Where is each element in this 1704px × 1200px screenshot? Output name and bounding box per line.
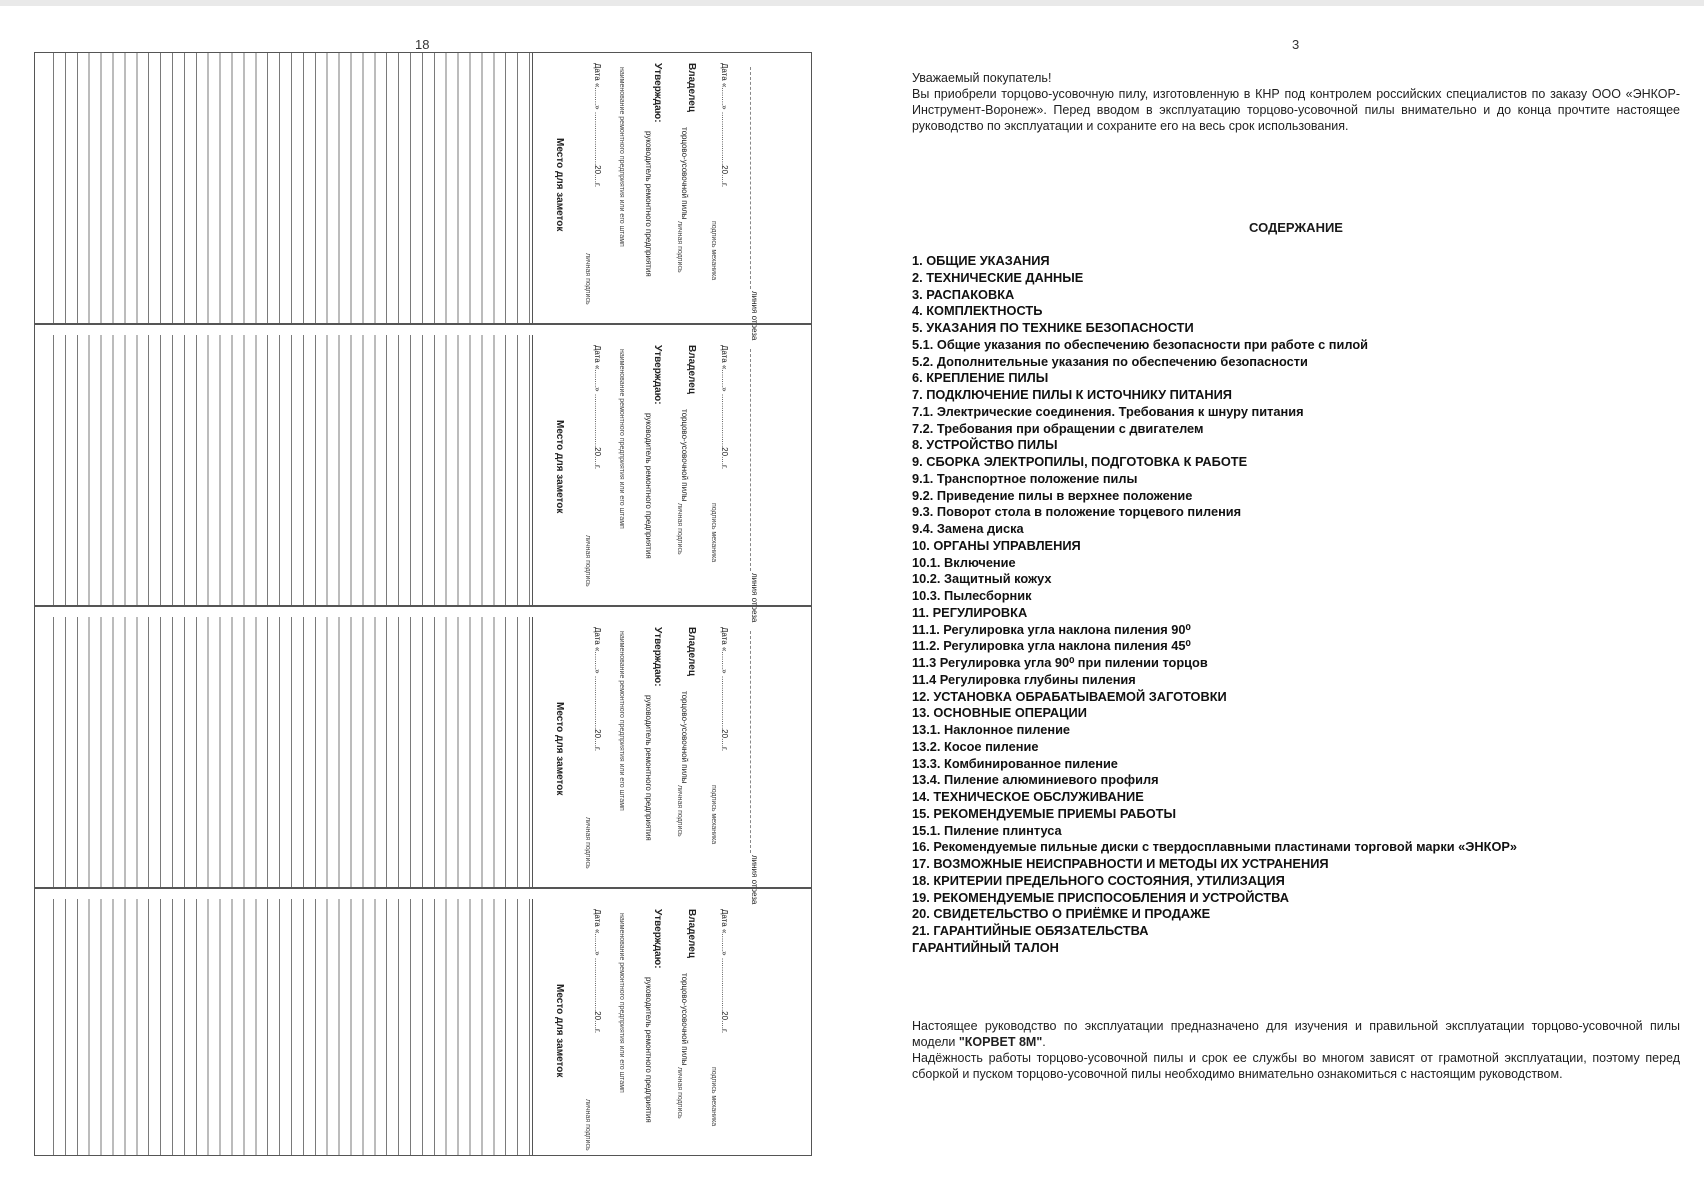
owner-text: торцово-усовочной пилы [680, 409, 689, 502]
toc-item[interactable]: 9. СБОРКА ЭЛЕКТРОПИЛЫ, ПОДГОТОВКА К РАБОТЕ [912, 454, 1248, 469]
owner-text: торцово-усовочной пилы [680, 973, 689, 1066]
toc-item[interactable]: 13. ОСНОВНЫЕ ОПЕРАЦИИ [912, 705, 1087, 721]
toc-item[interactable]: 10.3. Пылесборник [912, 588, 1032, 603]
purpose-text: Настоящее руководство по эксплуатации предназначено для изучения и правильной эксплуатации торцово-усовочной пилы модели [912, 1019, 1680, 1049]
approved-label: Утверждаю: [652, 627, 663, 687]
mechanic-signature-caption: подпись механика [710, 221, 717, 281]
approved-text: руководитель ремонтного предприятия [644, 413, 653, 559]
toc-item[interactable]: 13.4. Пиление алюминиевого профиля [912, 772, 1159, 788]
warranty-coupon-3 [35, 617, 811, 905]
mechanic-signature-caption: подпись механика [710, 785, 717, 845]
model-name: "КОРВЕТ 8М" [958, 1035, 1043, 1049]
toc-item[interactable]: 2. ТЕХНИЧЕСКИЕ ДАННЫЕ [912, 269, 1084, 285]
page-number-right: 3 [1292, 37, 1300, 52]
notes-label: Место для заметок [554, 702, 565, 796]
notes-lines [53, 899, 533, 1155]
viewer-top-strip [0, 0, 1704, 6]
purpose-end: . [1042, 1035, 1046, 1049]
enterprise-caption: наименование ремонтного предприятия или его штамп [618, 67, 625, 247]
toc-item[interactable]: 10. ОРГАНЫ УПРАВЛЕНИЯ [912, 537, 1081, 553]
toc-item[interactable]: 12. УСТАНОВКА ОБРАБАТЫВАЕМОЙ ЗАГОТОВКИ [912, 688, 1227, 704]
owner-label: Владелец [686, 63, 697, 112]
toc-item[interactable]: 16. Рекомендуемые пильные диски с твердосплавными пластинами торговой марки «ЭНКОР» [912, 839, 1518, 855]
toc-item[interactable]: 21. ГАРАНТИЙНЫЕ ОБЯЗАТЕЛЬСТВА [912, 923, 1149, 938]
toc-item[interactable]: 5.2. Дополнительные указания по обеспечению безопасности [912, 353, 1308, 369]
owner-text: торцово-усовочной пилы [680, 691, 689, 784]
toc-item[interactable]: 15. РЕКОМЕНДУЕМЫЕ ПРИЕМЫ РАБОТЫ [912, 805, 1177, 821]
owner-label: Владелец [686, 909, 697, 958]
date-line-2: Дата «........» ........................20....г. [593, 345, 602, 470]
toc-item[interactable]: 9.4. Замена диска [912, 521, 1024, 536]
cut-line-label: линия отреза [750, 573, 759, 623]
right-page [912, 70, 1680, 1081]
toc-item[interactable]: 7.1. Электрические соединения. Требования к шнуру питания [912, 403, 1304, 419]
toc-title: СОДЕРЖАНИЕ [1249, 220, 1343, 235]
toc-item[interactable]: 14. ТЕХНИЧЕСКОЕ ОБСЛУЖИВАНИЕ [912, 789, 1144, 804]
date-line: Дата «........» ........................20....г. [720, 909, 729, 1034]
toc-item[interactable]: 10.2. Защитный кожух [912, 571, 1052, 587]
notes-area [35, 617, 533, 887]
notes-label: Место для заметок [554, 420, 565, 514]
date-line: Дата «........» ........................20....г. [720, 63, 729, 188]
coupon-separator [35, 324, 811, 325]
notes-lines [53, 335, 533, 605]
toc-item[interactable]: 11.1. Регулировка угла наклона пиления 90⁰ [912, 621, 1191, 637]
warranty-coupon-4 [35, 899, 811, 1155]
personal-signature-caption-2: личная подпись [584, 817, 591, 869]
toc-item[interactable]: 9.1. Транспортное положение пилы [912, 470, 1138, 486]
toc-item[interactable]: 7.2. Требования при обращении с двигателем [912, 420, 1204, 436]
personal-signature-caption: личная подпись [676, 503, 683, 555]
toc-item[interactable]: 10.1. Включение [912, 554, 1016, 570]
toc-item[interactable]: 6. КРЕПЛЕНИЕ ПИЛЫ [912, 370, 1049, 386]
enterprise-caption: наименование ремонтного предприятия или его штамп [618, 631, 625, 811]
date-line-2: Дата «........» ........................20....г. [593, 909, 602, 1034]
date-line: Дата «........» ........................20....г. [720, 345, 729, 470]
intro-paragraph: Вы приобрели торцово-усовочную пилу, изготовленную в КНР под контролем российских специалистов по заказу ООО «ЭНКОР-Инструмент-Воронеж». Перед вводом в эксплуатацию торцово-усовочной пилы внимательно и до конца прочтите настоящее руководство по эксплуатации и сохраните его на весь срок использования. [912, 87, 1680, 133]
toc-item[interactable]: 13.2. Косое пиление [912, 738, 1039, 754]
greeting: Уважаемый покупатель! [912, 71, 1052, 85]
approved-label: Утверждаю: [652, 345, 663, 405]
owner-label: Владелец [686, 627, 697, 676]
toc-item[interactable]: 7. ПОДКЛЮЧЕНИЕ ПИЛЫ К ИСТОЧНИКУ ПИТАНИЯ [912, 387, 1232, 402]
toc-item[interactable]: 3. РАСПАКОВКА [912, 286, 1015, 302]
cut-line [750, 67, 751, 289]
notes-label: Место для заметок [554, 984, 565, 1078]
coupon-separator [35, 606, 811, 607]
left-page [34, 52, 812, 1156]
toc-item[interactable]: 17. ВОЗМОЖНЫЕ НЕИСПРАВНОСТИ И МЕТОДЫ ИХ УСТРАНЕНИЯ [912, 856, 1329, 871]
notes-area [35, 335, 533, 605]
table-of-contents [912, 253, 1680, 957]
date-line-2: Дата «........» ........................20....г. [593, 63, 602, 188]
personal-signature-caption-2: личная подпись [584, 253, 591, 305]
personal-signature-caption: личная подпись [676, 221, 683, 273]
approved-text: руководитель ремонтного предприятия [644, 131, 653, 277]
toc-item[interactable]: 20. СВИДЕТЕЛЬСТВО О ПРИЁМКЕ И ПРОДАЖЕ [912, 906, 1211, 922]
warranty-coupon-1 [35, 53, 811, 341]
toc-item[interactable]: 5.1. Общие указания по обеспечению безопасности при работе с пилой [912, 336, 1369, 352]
toc-item[interactable]: 11. РЕГУЛИРОВКА [912, 604, 1028, 620]
notes-lines [53, 617, 533, 887]
personal-signature-caption: личная подпись [676, 785, 683, 837]
notes-area [35, 53, 533, 323]
date-line-2: Дата «........» ........................20....г. [593, 627, 602, 752]
toc-item[interactable]: ГАРАНТИЙНЫЙ ТАЛОН [912, 939, 1059, 955]
toc-item[interactable]: 18. КРИТЕРИИ ПРЕДЕЛЬНОГО СОСТОЯНИЯ, УТИЛИЗАЦИЯ [912, 872, 1285, 888]
toc-item[interactable]: 11.3 Регулировка угла 90⁰ при пилении торцов [912, 655, 1208, 670]
reliability-paragraph: Надёжность работы торцово-усовочной пилы и срок ее службы во многом зависят от грамотной эксплуатации, поэтому перед сборкой и пуском торцово-усовочной пилы необходимо внимательно ознакомиться с настоящим руководством. [912, 1051, 1680, 1081]
enterprise-caption: наименование ремонтного предприятия или его штамп [618, 913, 625, 1093]
toc-item[interactable]: 19. РЕКОМЕНДУЕМЫЕ ПРИСПОСОБЛЕНИЯ И УСТРОЙСТВА [912, 889, 1290, 905]
cut-line-label: линия отреза [750, 855, 759, 905]
toc-item[interactable]: 13.3. Комбинированное пиление [912, 755, 1118, 771]
date-line: Дата «........» ........................20....г. [720, 627, 729, 752]
purpose-paragraph [912, 1018, 1680, 1050]
approved-label: Утверждаю: [652, 909, 663, 969]
approved-text: руководитель ремонтного предприятия [644, 977, 653, 1123]
mechanic-signature-caption: подпись механика [710, 1067, 717, 1127]
toc-item[interactable]: 9.2. Приведение пилы в верхнее положение [912, 487, 1193, 503]
notes-label: Место для заметок [554, 138, 565, 232]
coupon-separator [35, 888, 811, 889]
toc-item[interactable]: 15.1. Пиление плинтуса [912, 822, 1062, 838]
notes-lines [53, 53, 533, 323]
toc-item[interactable]: 11.4 Регулировка глубины пиления [912, 671, 1136, 687]
warranty-coupon-2 [35, 335, 811, 623]
cut-line-label: линия отреза [750, 291, 759, 341]
toc-item[interactable]: 1. ОБЩИЕ УКАЗАНИЯ [912, 253, 1050, 268]
personal-signature-caption-2: личная подпись [584, 535, 591, 587]
page-number-left: 18 [415, 37, 430, 52]
closing-block [912, 1018, 1680, 1082]
owner-label: Владелец [686, 345, 697, 394]
approved-text: руководитель ремонтного предприятия [644, 695, 653, 841]
owner-text: торцово-усовочной пилы [680, 127, 689, 220]
toc-item[interactable]: 5. УКАЗАНИЯ ПО ТЕХНИКЕ БЕЗОПАСНОСТИ [912, 320, 1194, 335]
mechanic-signature-caption: подпись механика [710, 503, 717, 563]
cut-line [750, 349, 751, 571]
notes-area [35, 899, 533, 1155]
toc-item[interactable]: 11.2. Регулировка угла наклона пиления 45⁰ [912, 638, 1191, 654]
toc-item[interactable]: 13.1. Наклонное пиление [912, 722, 1071, 737]
personal-signature-caption-2: личная подпись [584, 1099, 591, 1151]
cut-line [750, 631, 751, 853]
toc-item[interactable]: 8. УСТРОЙСТВО ПИЛЫ [912, 437, 1058, 453]
toc-item[interactable]: 4. КОМПЛЕКТНОСТЬ [912, 303, 1043, 319]
approved-label: Утверждаю: [652, 63, 663, 123]
toc-item[interactable]: 9.3. Поворот стола в положение торцевого пиления [912, 504, 1242, 520]
personal-signature-caption: личная подпись [676, 1067, 683, 1119]
enterprise-caption: наименование ремонтного предприятия или его штамп [618, 349, 625, 529]
